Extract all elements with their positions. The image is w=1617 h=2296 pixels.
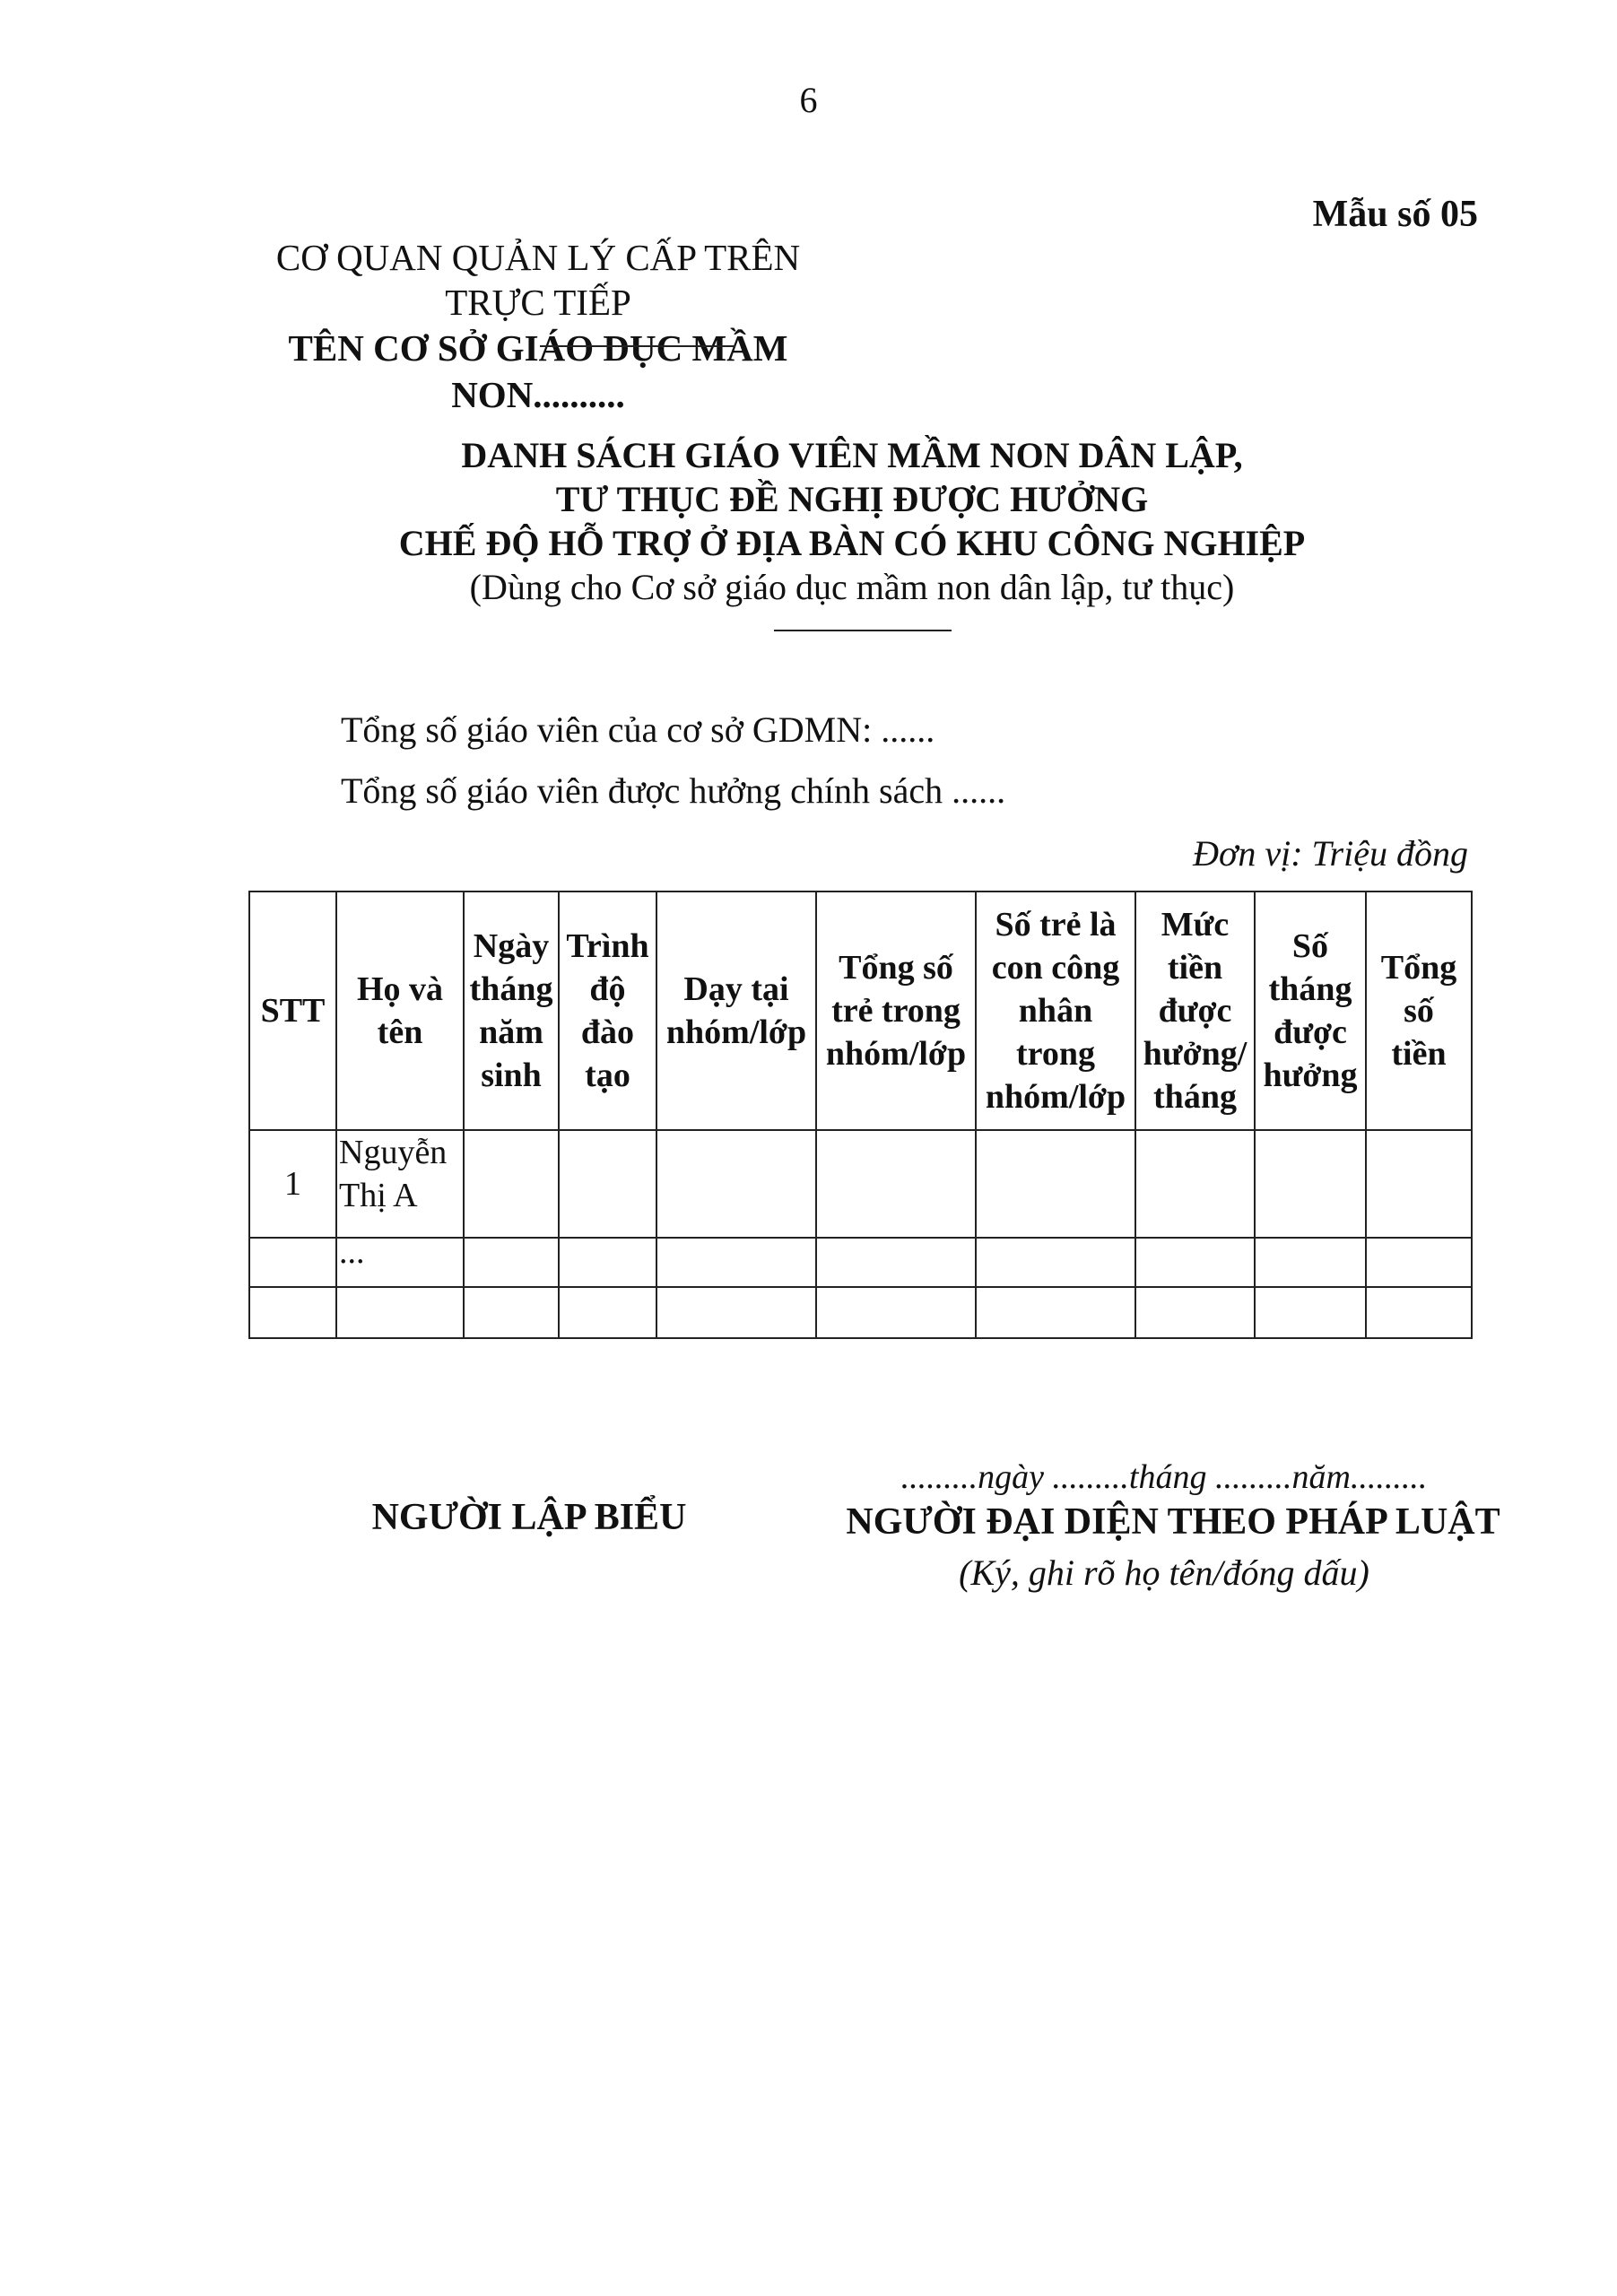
cell-empty <box>464 1238 559 1287</box>
total-teachers-line: Tổng số giáo viên của cơ sở GDMN: ...... <box>341 709 935 750</box>
form-code: Mẫu số 05 <box>1312 194 1478 235</box>
cell-name: Nguyễn Thị A <box>336 1130 464 1238</box>
cell-empty <box>1255 1130 1366 1238</box>
cell-empty <box>1366 1287 1472 1338</box>
header-total-children: Tổng số trẻ trong nhóm/lớp <box>816 891 976 1130</box>
cell-empty <box>816 1238 976 1287</box>
title-line-2: TƯ THỤC ĐỀ NGHỊ ĐƯỢC HƯỞNG <box>555 479 1149 519</box>
institution-name: TÊN CƠ SỞ GIÁO DỤC MẦM NON.......... <box>288 327 788 415</box>
cell-name <box>336 1287 464 1338</box>
cell-empty <box>976 1287 1135 1338</box>
cell-name: ... <box>336 1238 464 1287</box>
header-education-level: Trình độ đào tạo <box>559 891 656 1130</box>
cell-empty <box>559 1287 656 1338</box>
table-row <box>249 1130 1472 1238</box>
header-full-name: Họ và tên <box>336 891 464 1130</box>
cell-empty <box>1255 1287 1366 1338</box>
title-line-3: CHẾ ĐỘ HỖ TRỢ Ở ĐỊA BÀN CÓ KHU CÔNG NGHIỆP <box>398 523 1306 563</box>
cell-empty <box>464 1287 559 1338</box>
table-row <box>249 1287 1472 1338</box>
cell-empty <box>656 1130 816 1238</box>
agency-divider <box>540 345 735 347</box>
cell-stt <box>249 1287 336 1338</box>
cell-empty <box>976 1238 1135 1287</box>
cell-stt: 1 <box>249 1130 336 1238</box>
cell-empty <box>816 1130 976 1238</box>
agency-name: CƠ QUAN QUẢN LÝ CẤP TRÊN TRỰC TIẾP <box>275 237 801 323</box>
signature-note: (Ký, ghi rõ họ tên/đóng dấu) <box>959 1552 1369 1593</box>
cell-empty <box>1366 1238 1472 1287</box>
unit-label: Đơn vị: Triệu đồng <box>1193 833 1468 874</box>
cell-empty <box>656 1238 816 1287</box>
cell-empty <box>559 1130 656 1238</box>
preparer-label: NGƯỜI LẬP BIỂU <box>371 1497 687 1538</box>
title-divider <box>774 630 952 631</box>
cell-stt <box>249 1238 336 1287</box>
signature-date-line: .........ngày .........tháng .........năm......... <box>900 1458 1428 1496</box>
legal-representative-label: NGƯỜI ĐẠI DIỆN THEO PHÁP LUẬT <box>846 1501 1500 1543</box>
title-subtitle: (Dùng cho Cơ sở giáo dục mầm non dân lập, tư thục) <box>469 567 1235 607</box>
cell-empty <box>656 1287 816 1338</box>
table-header-row <box>249 891 1472 1130</box>
cell-empty <box>1366 1130 1472 1238</box>
table-row <box>249 1238 1472 1287</box>
document-title <box>233 433 1471 610</box>
cell-empty <box>559 1238 656 1287</box>
page-number: 6 <box>799 80 818 120</box>
cell-empty <box>976 1130 1135 1238</box>
header-worker-children: Số trẻ là con công nhân trong nhóm/lớp <box>976 891 1135 1130</box>
cell-empty <box>1255 1238 1366 1287</box>
teacher-table <box>248 891 1473 1339</box>
header-teaching-class: Dạy tại nhóm/lớp <box>656 891 816 1130</box>
header-stt: STT <box>249 891 336 1130</box>
header-monthly-amount: Mức tiền được hưởng/ tháng <box>1135 891 1255 1130</box>
cell-empty <box>816 1287 976 1338</box>
cell-empty <box>1135 1238 1255 1287</box>
cell-empty <box>1135 1130 1255 1238</box>
cell-empty <box>1135 1287 1255 1338</box>
header-months-entitled: Số tháng được hưởng <box>1255 891 1366 1130</box>
total-beneficiaries-line: Tổng số giáo viên được hưởng chính sách ...... <box>341 770 1006 811</box>
title-line-1: DANH SÁCH GIÁO VIÊN MẦM NON DÂN LẬP, <box>461 435 1243 475</box>
header-date-of-birth: Ngày tháng năm sinh <box>464 891 559 1130</box>
header-total-amount: Tổng số tiền <box>1366 891 1472 1130</box>
agency-block <box>224 235 852 418</box>
cell-empty <box>464 1130 559 1238</box>
